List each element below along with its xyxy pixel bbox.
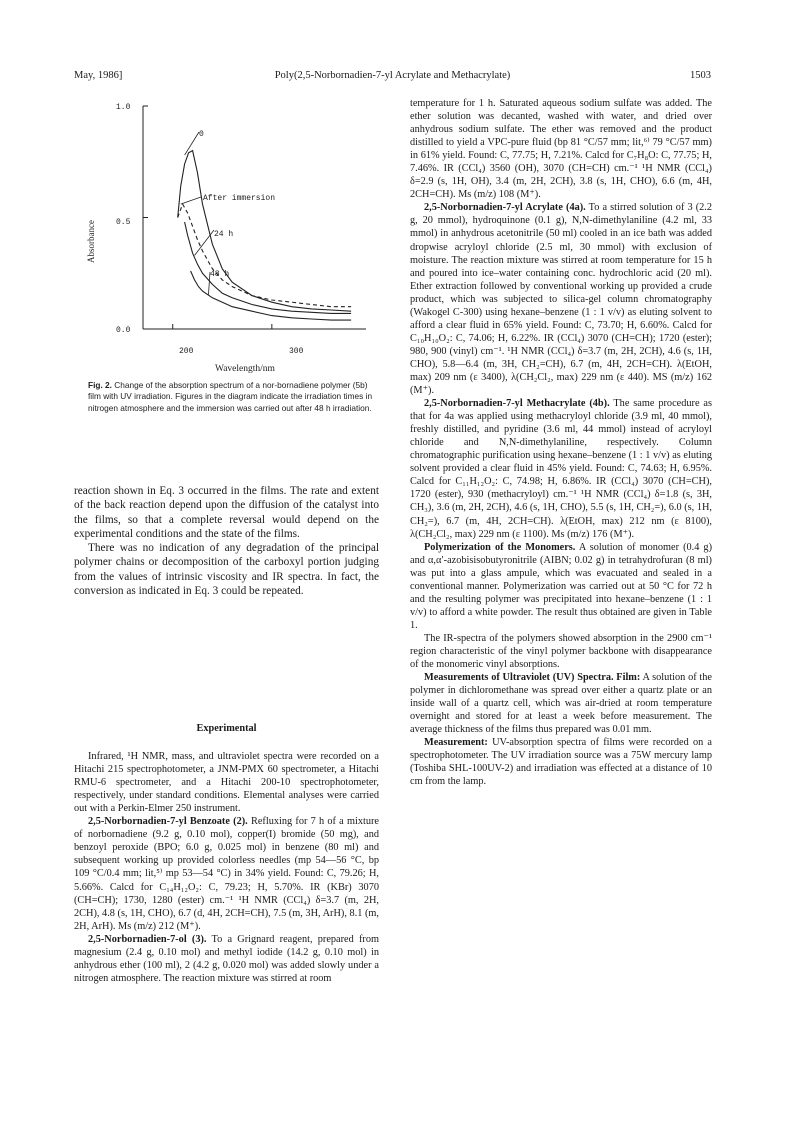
running-header bbox=[74, 69, 711, 83]
compound-heading: 2,5-Norbornadien-7-yl Methacrylate (4b). bbox=[424, 398, 610, 410]
curve-label-48h: 48 h bbox=[210, 270, 230, 279]
paragraph: The IR-spectra of the polymers showed absorption in the 2900 cm⁻¹ region characteristic of the vinyl polymer backbone with disappearance of the monomeric vinyl absorptions. bbox=[410, 632, 712, 671]
y-tick-label: 0.5 bbox=[116, 218, 131, 227]
section-title-experimental: Experimental bbox=[196, 723, 257, 734]
y-tick-label: 1.0 bbox=[116, 103, 131, 112]
x-tick-label: 300 bbox=[289, 347, 304, 356]
curve-label-after-immersion: After immersion bbox=[203, 194, 276, 203]
paragraph: The same procedure as that for 4a was applied using methacryloyl chloride (3.9 ml, 40 mmol), freshly distilled, and pyridine (3.6 ml, 44 mmol) instead of acryloyl chloride and N,N-dimethylaniline, respectively. Column chromatographic purification using hexane–benzene (1 : 1 v/v) as eluting solvent provided a clear fluid in 45% yield. Found: C, 74.63; H, 6.95%. Calcd for C₁₁H₁₂O₂: C, 74.98; H, 6.86%. IR (CCl₄) 3070 (CH=CH), 1720 (ester), 930 (methacryloyl) cm.⁻¹ ¹H NMR (CCl₄) δ=1.8 (s, 3H, CH₃), 3.6 (m, 2H, 2CH), 4.6 (s, 1H, CHO), 5.5 (s, 1H, CH₂=), 6.0 (s, 1H, CH₂=), 6.7 (m, 4H, 2CH=CH). λ(EtOH, max) 212 nm (ε 8100), λ(CH₂Cl₂, max) 229 nm (ε 1100). Ms (m/z) 176 (M⁺). bbox=[410, 398, 712, 540]
annotation-leader bbox=[181, 197, 201, 204]
paragraph: reaction shown in Eq. 3 occurred in the films. The rate and extent of the back reaction depend upon the diffusion of the catalyst into the films, so that a complete reversal would depend on the experimental conditions and the state of the films. bbox=[74, 485, 379, 540]
section-heading: Measurements of Ultraviolet (UV) Spectra. Film: bbox=[424, 672, 641, 684]
x-tick-label: 200 bbox=[179, 347, 194, 356]
paragraph: A solution of monomer (0.4 g) and α,α′-azobisisobutyronitrile (AIBN; 0.02 g) in tetrahydrofuran (8 ml) was put into a glass ampule, which was evacuated and sealed in a conventional manner. Polymerization was carried out at 50 °C for 72 h and the resulting polymer was precipitated into hexane–benzene (1 : 1 v/v) to afford a white powder. The result thus obtained are given in Table 1. bbox=[410, 541, 712, 631]
section-heading: Polymerization of the Monomers. bbox=[424, 541, 576, 553]
caption-text: Change of the absorption spectrum of a nor-bornadiene polymer (5b) film with UV irradiation. Figures in the diagram indicate the irradiation times in nitrogen atmosphere and the immersion was carried out after 48 h irradiation. bbox=[88, 380, 373, 413]
right-column bbox=[410, 97, 712, 788]
page-number: 1503 bbox=[690, 70, 711, 81]
x-axis-label: Wavelength/nm bbox=[215, 364, 275, 374]
annotation-leader bbox=[195, 230, 214, 255]
section-heading: Measurement: bbox=[424, 737, 488, 749]
absorption-chart bbox=[76, 96, 376, 381]
compound-heading: 2,5-Norbornadien-7-yl Acrylate (4a). bbox=[424, 202, 586, 214]
caption-label: Fig. 2. bbox=[88, 380, 112, 390]
paragraph: To a stirred solution of 3 (2.2 g, 20 mmol), hydroquinone (0.1 g), N,N-dimethylaniline (4.2 ml, 33 mmol) in anhydrous acetonitrile (50 ml) cooled in an ice bath was added dropwise acryloyl chloride (2.5 ml, 30 mmol) with exclusion of moisture. The reaction mixture was stirred at room temperature for 15 h and poured into ice–water containing conc. hydrochloric acid (20 ml). Ether extraction followed by conventional working up provided a crude product, which was subjected to silica-gel column chromatography (Wakogel C-300) using hexane–benzene (1 : 1 v/v) as eluting solvent to afford a clear fluid in 65% yield. Found: C, 73.70; H, 6.60%. Calcd for C₁₀H₁₀O₂: C, 74.06; H, 6.22%. IR (CCl₄) 3070 (CH=CH); 1720 (ester); 980, 900 (vinyl) cm⁻¹. ¹H NMR (CCl₄) δ=3.7 (m, 2H, 2CH), 4.6 (s, 1H, CHO), 5.8—6.4 (m, 3H, CH₂=CH), 6.7 (m, 4H, 2CH=CH). λ(EtOH, max) 209 nm (ε 3400), λ(CH₂Cl₂, max) 229 nm (ε 440). MS (m/z) 162 (M⁺). bbox=[410, 202, 712, 397]
left-column-experimental bbox=[74, 703, 379, 985]
y-axis-label: Absorbance bbox=[86, 220, 96, 263]
compound-heading: 2,5-Norbornadien-7-yl Benzoate (2). bbox=[88, 816, 248, 828]
paragraph: UV-absorption spectra of films were recorded on a spectrophotometer. The UV irradiation source was a 75W mercury lamp (Toshiba SHL-100UV-2) and irradiation was effected at a distance of 10 cm from the lamp. bbox=[410, 737, 713, 788]
paragraph: Infrared, ¹H NMR, mass, and ultraviolet spectra were recorded on a Hitachi 215 spectrophotometer, a JNM-PMX 60 spectrometer, a Hitachi RMU-6 spectrometer, and a Hitachi 200-10 spectrophotometer, respectively, under standard conditions. Elemental analyses were carried out with a Perkin-Elmer 250 instrument. bbox=[74, 751, 379, 815]
header-title: Poly(2,5-Norbornadien-7-yl Acrylate and Methacrylate) bbox=[274, 70, 511, 81]
paragraph: There was no indication of any degradation of the principal polymer chains or decomposition of the carboxyl portion judging from the values of intrinsic viscosity and IR spectra. In fact, the conversion as indicated in Eq. 3 could be repeated. bbox=[74, 542, 379, 598]
series-line bbox=[178, 151, 351, 312]
paragraph: Refluxing for 7 h of a mixture of norbornadiene (9.2 g, 0.10 mol), copper(I) bromide (50 mg), and benzoyl peroxide (BPO; 6.0 g, 0.025 mol) in benzene (80 ml) and subsequent working up provided colorless needles (mp 54—56 °C, bp 109 °C/0.4 mm; lit,⁵⁾ mp 53—54 °C) in 34% yield. Found: C, 79.26; H, 5.66%. Calcd for C₁₄H₁₂O₂: C, 79.23; H, 5.70%. IR (KBr) 3070 (CH=CH); 1730, 1280 (ester) cm.⁻¹ ¹H NMR (CCl₄) δ=3.7 (m, 2H, 2CH), 4.8 (s, 1H, CHO), 6.7 (d, 4H, 2CH=CH), 7.5 (m, 3H, ArH), 8.1 (m, 2H, ArH). Ms (m/z) 212 (M⁺). bbox=[74, 816, 380, 932]
compound-heading: 2,5-Norbornadien-7-ol (3). bbox=[88, 933, 207, 945]
y-tick-label: 0.0 bbox=[116, 326, 131, 335]
figure-absorption-spectrum bbox=[76, 96, 376, 381]
curve-label-24h: 24 h bbox=[214, 230, 234, 239]
paragraph: A solution of the polymer in dichloromethane was spread over either a quartz plate or an inside wall of a quartz cell, which was air-dried at room temperature overnight and stored for at least a week before measurement. The average thickness of the films thus prepared was 0.01 mm. bbox=[410, 672, 712, 736]
paragraph: temperature for 1 h. Saturated aqueous sodium sulfate was added. The ether solution was decanted, washed with water, and dried over anhydrous sodium sulfate. The ether was removed and the product distilled to yield a VPC-pure fluid (bp 81 °C/57 mm; lit,⁶⁾ 79 °C/57 mm) in 61% yield. Found: C, 77.75; H, 7.21%. Calcd for C₇H₈O: C, 77.75; H, 7.46%. IR (CCl₄) 3560 (OH), 3070 (CH=CH) cm.⁻¹ ¹H NMR (CCl₄) δ=2.9 (s, 1H, OH), 3.4 (m, 2H, 2CH), 3.8 (s, 1H, CHO), 6.6 (m, 4H, 2CH=CH). Ms (m/z) 108 (M⁺). bbox=[410, 98, 712, 201]
paragraph: To a Grignard reagent, prepared from magnesium (2.4 g, 0.10 mol) and methyl iodide (14.2 g, 0.10 mol) in anhydrous ether (100 ml), 2 (4.2 g, 0.020 mol) was added slowly under a nitrogen atmosphere. The reaction mixture was stirred at room bbox=[74, 933, 379, 984]
header-date: May, 1986] bbox=[74, 70, 123, 81]
figure-caption bbox=[88, 380, 373, 414]
curve-label-0: 0 bbox=[199, 130, 204, 139]
left-column-discussion bbox=[74, 484, 379, 598]
